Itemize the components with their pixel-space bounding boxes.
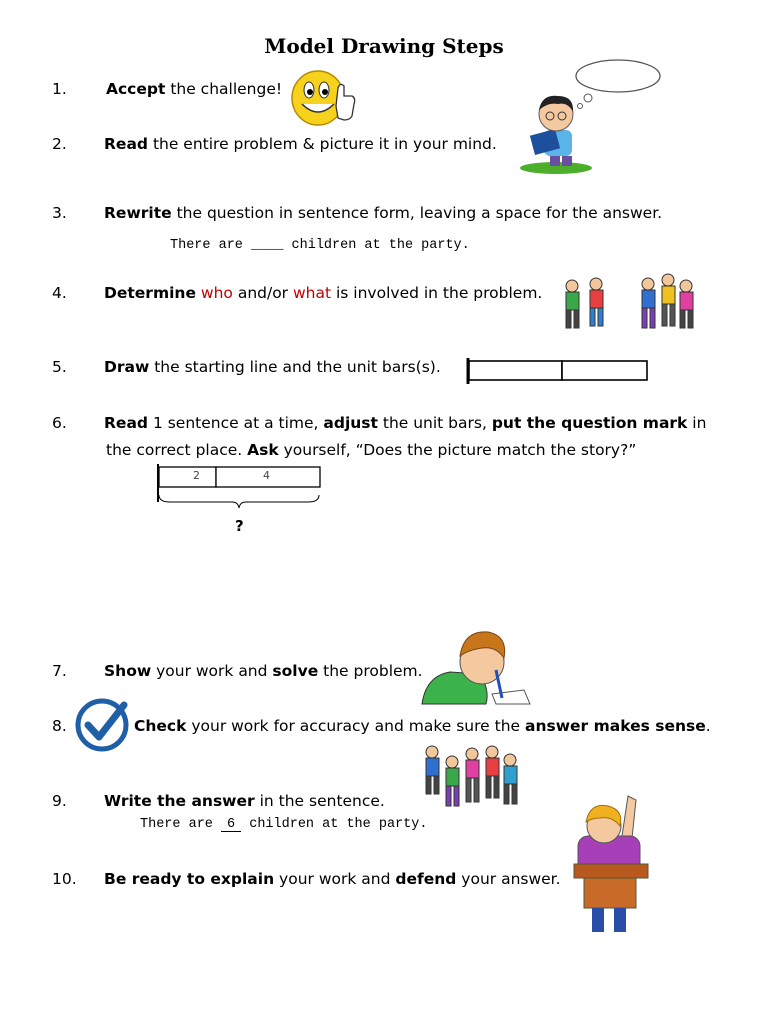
- text-segment: Ask: [247, 441, 279, 459]
- reading-boy-thinking-icon: [518, 58, 663, 174]
- step-number: 1.: [52, 80, 67, 98]
- text-segment: your work for accuracy and make sure the: [186, 717, 525, 735]
- bar-model-diagram: [150, 462, 330, 537]
- text-segment: in the sentence.: [254, 792, 385, 810]
- step-1-text: [106, 80, 282, 98]
- text-segment: Read: [104, 135, 149, 153]
- answer-sentence-start: There are: [140, 817, 222, 832]
- step-number: 9.: [52, 792, 67, 810]
- text-segment: Check: [134, 717, 187, 735]
- brace: [159, 495, 319, 508]
- text-segment: answer makes sense: [525, 717, 706, 735]
- bar-label-second: 4: [263, 469, 270, 482]
- answer-sentence-end: children at the party.: [241, 817, 428, 832]
- unit-bar-first: [159, 467, 216, 487]
- answer-sentence: [140, 817, 427, 832]
- text-segment: adjust: [323, 414, 378, 432]
- step-number: 3.: [52, 204, 67, 222]
- step-number: 6.: [52, 414, 67, 432]
- step-number: 2.: [52, 135, 67, 153]
- text-segment: the starting line and the unit bars(s).: [149, 358, 441, 376]
- bar-label-first: 2: [193, 469, 200, 482]
- example-sentence: There are ____ children at the party.: [170, 238, 470, 253]
- step-5-text: [104, 358, 441, 376]
- unit-bar: [562, 361, 647, 380]
- text-segment: who: [200, 284, 233, 302]
- unit-bars-diagram: [462, 356, 652, 386]
- text-segment: Read: [104, 414, 149, 432]
- text-segment: the problem.: [318, 662, 423, 680]
- text-segment: Accept: [106, 80, 166, 98]
- step-8-text: [134, 717, 711, 735]
- text-segment: the entire problem & picture it in your mind.: [148, 135, 497, 153]
- text-segment: your work and: [274, 870, 396, 888]
- step-6-line-2: [106, 441, 636, 459]
- text-segment: Be ready to explain: [104, 870, 275, 888]
- step-6-text: [104, 414, 706, 432]
- text-segment: in: [687, 414, 707, 432]
- step-number: 5.: [52, 358, 67, 376]
- text-segment: yourself, “Does the picture match the story?”: [278, 441, 637, 459]
- student-raising-hand-icon: [570, 790, 654, 938]
- checkmark-icon: [72, 697, 132, 753]
- step-2-text: [104, 135, 497, 153]
- question-mark: ?: [235, 517, 244, 535]
- text-segment: Determine: [104, 284, 196, 302]
- text-segment: and/or: [232, 284, 293, 302]
- step-number: 7.: [52, 662, 67, 680]
- step-10-text: [104, 870, 561, 888]
- step-7-text: [104, 662, 423, 680]
- text-segment: 1 sentence at a time,: [148, 414, 324, 432]
- answer-value: 6: [221, 818, 241, 832]
- text-segment: your answer.: [456, 870, 561, 888]
- text-segment: the correct place.: [106, 441, 248, 459]
- text-segment: Write the answer: [104, 792, 255, 810]
- text-segment: solve: [272, 662, 319, 680]
- text-segment: defend: [395, 870, 457, 888]
- smiley-thumbs-up-icon: [288, 66, 358, 128]
- text-segment: is involved in the problem.: [331, 284, 543, 302]
- page-title: Model Drawing Steps: [264, 34, 504, 58]
- unit-bar: [469, 361, 562, 380]
- text-segment: .: [705, 717, 711, 735]
- step-number: 10.: [52, 870, 77, 888]
- text-segment: Show: [104, 662, 152, 680]
- step-3-text: [104, 204, 662, 222]
- text-segment: the question in sentence form, leaving a space for the answer.: [171, 204, 663, 222]
- text-segment: the unit bars,: [377, 414, 492, 432]
- text-segment: your work and: [151, 662, 273, 680]
- step-number: 8.: [52, 717, 67, 735]
- text-segment: Draw: [104, 358, 150, 376]
- text-segment: the challenge!: [165, 80, 283, 98]
- step-9-text: [104, 792, 385, 810]
- boy-writing-icon: [420, 620, 532, 706]
- children-group-icon: [556, 272, 716, 344]
- step-number: 4.: [52, 284, 67, 302]
- text-segment: what: [292, 284, 332, 302]
- text-segment: put the question mark: [491, 414, 688, 432]
- text-segment: Rewrite: [104, 204, 172, 222]
- children-cheering-icon: [414, 740, 526, 828]
- step-4-text: [104, 284, 542, 302]
